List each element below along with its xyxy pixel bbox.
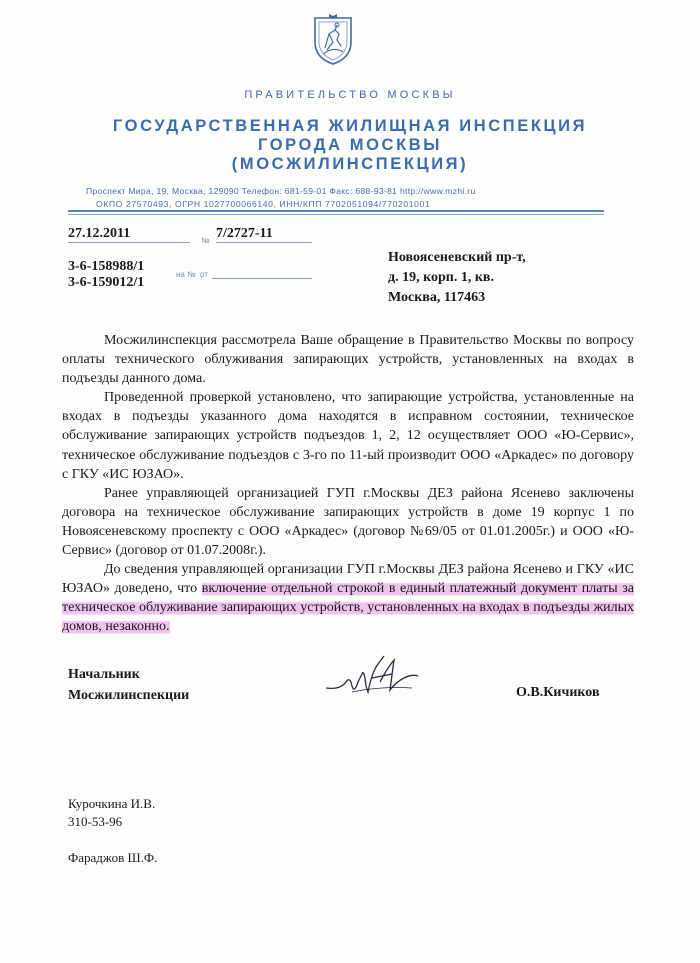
inspection-title-line1: ГОСУДАРСТВЕННАЯ ЖИЛИЩНАЯ ИНСПЕКЦИЯ	[112, 117, 588, 135]
reference-number-2: 3-6-159012/1	[68, 275, 145, 290]
reference-number-1: 3-6-158988/1	[68, 259, 145, 274]
highlighted-conclusion: включение отдельной строкой в единый платежный документ платы за техническое облуживание запирающих устройств, установленных на входах в подъезды жилых домов, незаконно.	[62, 581, 635, 635]
paragraph-3: Ранее управляющей организацией ГУП г.Москвы ДЕЗ района Ясенево заключены договора на техническое обслуживание запирающих устройств в доме 19 корпус 1 по Новоясеневскому проспекту с ООО «Аркадес» (договор №69/05 от 01.01.2005г.) и ООО «Ю-Сервис» (договор от 01.07.2008г.).	[62, 485, 634, 559]
recipient-line-3: Москва, 117463	[388, 290, 486, 305]
position-line-2: Мосжилинспекции	[68, 688, 190, 703]
letter-date: 27.12.2011	[68, 226, 190, 243]
reference-date-line	[212, 277, 312, 279]
recipient-address	[388, 248, 526, 308]
government-heading: ПРАВИТЕЛЬСТВО МОСКВЫ	[244, 89, 456, 101]
letterhead-address: Проспект Мира, 19, Москва, 129090 Телефон: 681-59-01 Факс: 688-93-81 http://www.mzhi.ru	[86, 186, 476, 196]
reference-na-label: на №	[176, 270, 196, 279]
moscow-coat-of-arms-icon	[311, 12, 355, 66]
recipient-line-2: д. 19, корп. 1, кв.	[388, 270, 494, 285]
signatory-position	[68, 664, 189, 706]
letterhead-rule-thin	[68, 214, 604, 215]
position-line-1: Начальник	[68, 667, 140, 682]
paragraph-1: Мосжилинспекция рассмотрела Ваше обращение в Правительство Москвы по вопросу оплаты технического облуживания запирающих устройств, установленных на входах в подъезды данного дома.	[62, 333, 634, 387]
executor-phone-1: 310-53-96	[68, 814, 123, 829]
reference-ot-label: от	[200, 270, 208, 279]
letterhead-registration: ОКПО 27570493, ОГРН 1027700066140, ИНН/КПП 7702051094/770201001	[96, 199, 431, 209]
inspection-title-line2: ГОРОДА МОСКВЫ	[257, 136, 443, 154]
letter-number: 7/2727-11	[216, 226, 312, 243]
signatory-name: О.В.Кичиков	[516, 685, 600, 700]
executor-name-1: Курочкина И.В.	[68, 796, 156, 811]
paragraph-4	[62, 560, 634, 636]
recipient-line-1: Новоясеневский пр-т,	[388, 250, 526, 265]
handwritten-signature	[322, 652, 422, 702]
number-label: №	[201, 236, 210, 245]
paragraph-4-start: До сведения управляющей организации ГУП г.Москвы ДЕЗ района Ясенево и ГКУ «ИС ЮЗАО» доведено, что	[62, 562, 634, 597]
executor-name-2: Фараджов Ш.Ф.	[68, 850, 158, 865]
paragraph-2: Проведенной проверкой установлено, что запирающие устройства, установленные на входах в подъезды указанного дома находятся в исправном состоянии, техническое обслуживание запирающих устройств подъездов 1, 2, 12 осуществляет ООО «Ю-Сервис», техническое обслуживание подъездов с 3-го по 11-ый производит ООО «Аркадес» по договору с ГКУ «ИС ЮЗАО».	[62, 390, 634, 482]
letter-body	[62, 331, 634, 637]
inspection-title-line3: (МОСЖИЛИНСПЕКЦИЯ)	[231, 155, 469, 173]
letterhead-rule	[68, 210, 604, 212]
